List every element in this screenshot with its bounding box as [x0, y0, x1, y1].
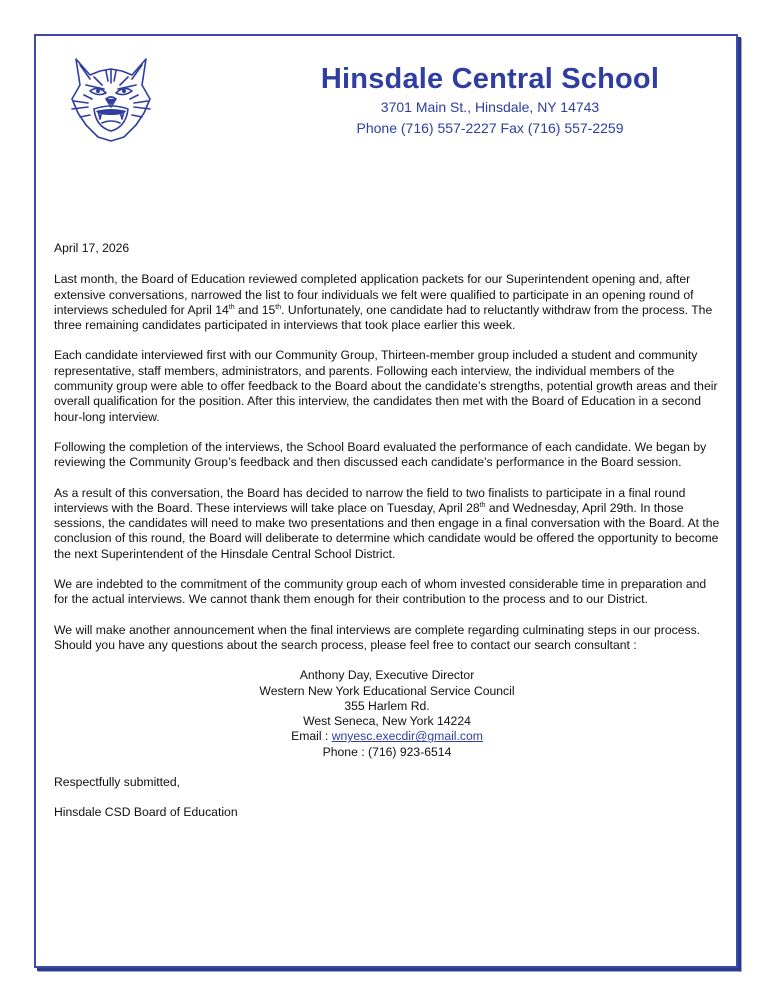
signature: Hinsdale CSD Board of Education — [54, 805, 238, 820]
school-phone-fax: Phone (716) 557-2227 Fax (716) 557-2259 — [356, 120, 624, 136]
contact-phone: Phone : (716) 923-6514 — [322, 744, 452, 759]
paragraph-4 — [54, 486, 720, 562]
letter-date: April 17, 2026 — [54, 241, 130, 255]
wildcat-head-icon — [66, 55, 156, 143]
email-link[interactable]: wnyesc.execdir@gmail.com — [331, 729, 483, 744]
paragraph-6: We will make another announcement when the final interviews are complete regarding culminating steps in our process. Should you have any questions about the search process, please feel free to contact our search consultant : — [54, 622, 701, 652]
paragraph-4-text-a: As a result of this conversation, the Board has decided to narrow the field to two finalists to participate in a final round interviews with the Board. These interviews will take place on Tuesday, April 28 — [54, 485, 686, 515]
contact-street: 355 Harlem Rd. — [344, 698, 430, 713]
paragraph-2: Each candidate interviewed first with our Community Group, Thirteen-member group included a student and community representative, staff members, administrators, and parents. Following each interview, the individual members of the community group were able to offer feedback to the Board about the candidate’s strengths, potential growth areas and their overall qualification for the position. After this interview, the candidates then met with the Board of Education in a second hour-long interview. — [54, 348, 718, 424]
contact-org: Western New York Educational Service Council — [259, 683, 515, 698]
ordinal-suffix: th — [275, 303, 282, 311]
contact-block — [54, 668, 720, 760]
paragraph-5: We are indebted to the commitment of the community group each of whom invested considerable time in preparation and for the actual interviews. We cannot thank them enough for their contribution to the process and to our District. — [54, 577, 707, 607]
ordinal-suffix: th — [479, 501, 486, 509]
contact-city: West Seneca, New York 14224 — [303, 714, 471, 729]
paragraph-4-text-b: and Wednesday, April 29th. In those sessions, the candidates will need to make two presentations and then engage in a final conversation with the Board. At the conclusion of this round, the Board will deliberate to determine which candidate would be offered the opportunity to become the next Superintendent of the Hinsdale Central School District. — [54, 500, 720, 561]
email-label: Email : — [291, 729, 332, 744]
contact-email-line — [54, 729, 720, 744]
paragraph-1 — [54, 272, 720, 333]
paragraph-1-text-b: and 15 — [234, 302, 276, 317]
paragraph-3: Following the completion of the interviews, the School Board evaluated the performance of each candidate. We began by reviewing the Community Group’s feedback and then discussed each candidate’s performance in the Board session. — [54, 439, 707, 470]
school-name: Hinsdale Central School — [320, 63, 660, 95]
letter-body — [54, 241, 720, 836]
ordinal-suffix: th — [228, 303, 235, 311]
paragraph-1-text-a: Last month, the Board of Education reviewed completed application packets for our Superintendent opening and, after extensive conversations, narrowed the list to four individuals we felt were qualified to participate in an opening round of interviews scheduled for April 14 — [54, 272, 694, 317]
school-address: 3701 Main St., Hinsdale, NY 14743 — [380, 99, 600, 115]
contact-name: Anthony Day, Executive Director — [299, 668, 475, 683]
letterhead — [280, 62, 700, 138]
closing: Respectfully submitted, — [54, 775, 180, 790]
paragraph-1-text-c: . Unfortunately, one candidate had to reluctantly withdraw from the process. The three remaining candidates participated in interviews that took place earlier this week. — [54, 302, 713, 333]
